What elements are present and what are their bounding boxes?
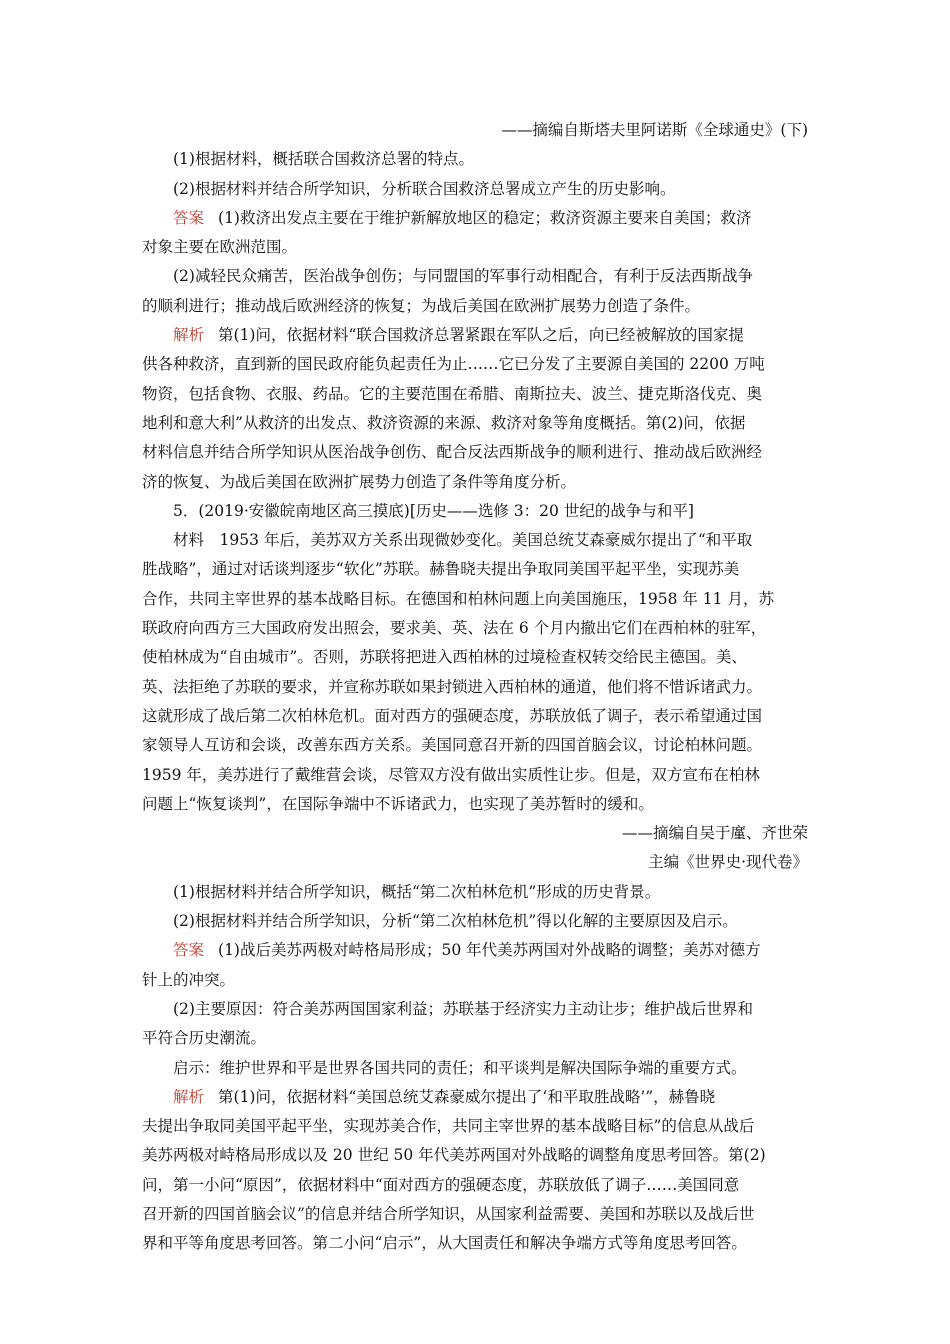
answer-text: 的顺利进行；推动战后欧洲经济的恢复；为战后美国在欧洲扩展势力创造了条件。	[142, 296, 701, 315]
material-text: 合作，共同主宰世界的基本战略目标。在德国和柏林问题上向美国施压，1958 年 11 月，苏	[142, 589, 774, 608]
material-text: 材料 1953 年后，美苏双方关系出现微妙变化。美国总统艾森豪威尔提出了“和平取	[173, 531, 753, 550]
answer-text: 针上的冲突。	[142, 970, 236, 989]
analysis-text: 界和平等角度思考回答。第二小问“启示”，从大国责任和解决争端方式等角度思考回答。	[142, 1234, 747, 1253]
material-text: 胜战略”，通过对话谈判逐步“软化”苏联。赫鲁晓夫提出争取同美国平起平坐，实现苏美	[142, 560, 740, 579]
question-1-1: (1)根据材料，概括联合国救济总署的特点。	[173, 150, 474, 169]
analysis-text: 地利和意大利”从救济的出发点、救济资源的来源、救济对象等角度概括。第(2)问，依据	[142, 413, 746, 432]
material-text: 1959 年，美苏进行了戴维营会谈，尽管双方没有做出实质性让步。但是，双方宣布在柏林	[142, 765, 760, 784]
answer-text: (2)主要原因：符合美苏两国国家利益；苏联基于经济实力主动让步；维护战后世界和	[173, 999, 753, 1018]
answer-text: 平符合历史潮流。	[142, 1029, 267, 1048]
answer-text: 启示：维护世界和平是世界各国共同的责任；和平谈判是解决国际争端的重要方式。	[173, 1058, 747, 1077]
analysis-line	[142, 1083, 822, 1112]
source-citation: 主编《世界史·现代卷》	[648, 853, 808, 872]
question-5-2: (2)根据材料并结合所学知识，分析“第二次柏林危机”得以化解的主要原因及启示。	[173, 912, 738, 931]
document-page	[142, 116, 822, 1259]
answer-label: 答案	[173, 941, 205, 960]
analysis-text: 物资，包括食物、衣服、药品。它的主要范围在希腊、南斯拉夫、波兰、捷克斯洛伐克、奥	[142, 384, 763, 403]
material-text: 家领导人互访和会谈，改善东西方关系。美国同意召开新的四国首脑会议，讨论柏林问题。	[142, 736, 763, 755]
analysis-text: 材料信息并结合所学知识从医治战争创伤、配合反法西斯战争的顺利进行、推动战后欧洲经	[142, 443, 763, 462]
analysis-text: 美苏两极对峙格局形成以及 20 世纪 50 年代美苏两国对外战略的调整角度思考回答。第(2)	[142, 1146, 766, 1165]
analysis-text: 济的恢复、为战后美国在欧洲扩展势力创造了条件等角度分析。	[142, 472, 577, 491]
source-citation: ——摘编自斯塔夫里阿诺斯《全球通史》(下)	[501, 121, 808, 139]
material-text: 英、法拒绝了苏联的要求，并宣称苏联如果封锁进入西柏林的通道，他们将不惜诉诸武力。	[142, 677, 763, 696]
answer-text: (1)战后美苏两极对峙格局形成；50 年代美苏两国对外战略的调整；美苏对德方	[218, 941, 761, 960]
answer-text: (2)减轻民众痛苦，医治战争创伤；与同盟国的军事行动相配合，有利于反法西斯战争	[173, 267, 753, 286]
question-5-header: 5．(2019·安徽皖南地区高三摸底)[历史——选修 3：20 世纪的战争与和平]	[173, 501, 694, 520]
source-citation: ——摘编自吴于廑、齐世荣	[621, 824, 808, 843]
analysis-text: 问，第一小问“原因”，依据材料中“面对西方的强硬态度，苏联放低了调子……美国同意	[142, 1175, 740, 1194]
material-text: 这就形成了战后第二次柏林危机。面对西方的强硬态度，苏联放低了调子，表示希望通过国	[142, 706, 763, 725]
answer-text: (1)救济出发点主要在于维护新解放地区的稳定；救济资源主要来自美国；救济	[218, 208, 752, 227]
question-1-2: (2)根据材料并结合所学知识，分析联合国救济总署成立产生的历史影响。	[173, 179, 676, 198]
analysis-line	[142, 321, 822, 350]
analysis-text: 第(1)问，依据材料“美国总统艾森豪威尔提出了‘和平取胜战略’”，赫鲁晓	[218, 1087, 716, 1106]
question-5-1: (1)根据材料并结合所学知识，概括“第二次柏林危机”形成的历史背景。	[173, 882, 661, 901]
material-text: 问题上“恢复谈判”，在国际争端中不诉诸武力，也实现了美苏暂时的缓和。	[142, 794, 654, 813]
analysis-text: 供各种救济，直到新的国民政府能负起责任为止……它已分发了主要源自美国的 2200 万吨	[142, 355, 765, 374]
answer-line	[142, 204, 822, 233]
material-text: 联政府向西方三大国政府发出照会，要求美、英、法在 6 个月内撤出它们在西柏林的驻军，	[142, 619, 767, 638]
analysis-label: 解析	[173, 1087, 205, 1106]
material-text: 使柏林成为“自由城市”。否则，苏联将把进入西柏林的过境检查权转交给民主德国。美、	[142, 648, 747, 667]
answer-line	[142, 936, 822, 965]
analysis-text: 召开新的四国首脑会议”的信息并结合所学知识，从国家利益需要、美国和苏联以及战后世	[142, 1204, 755, 1223]
answer-label: 答案	[173, 208, 205, 227]
answer-text: 对象主要在欧洲范围。	[142, 238, 298, 257]
analysis-label: 解析	[173, 326, 205, 345]
analysis-text: 夫提出争取同美国平起平坐，实现苏美合作，共同主宰世界的基本战略目标”的信息从战后	[142, 1117, 755, 1136]
analysis-text: 第(1)问，依据材料“联合国救济总署紧跟在军队之后，向已经被解放的国家提	[218, 326, 744, 345]
